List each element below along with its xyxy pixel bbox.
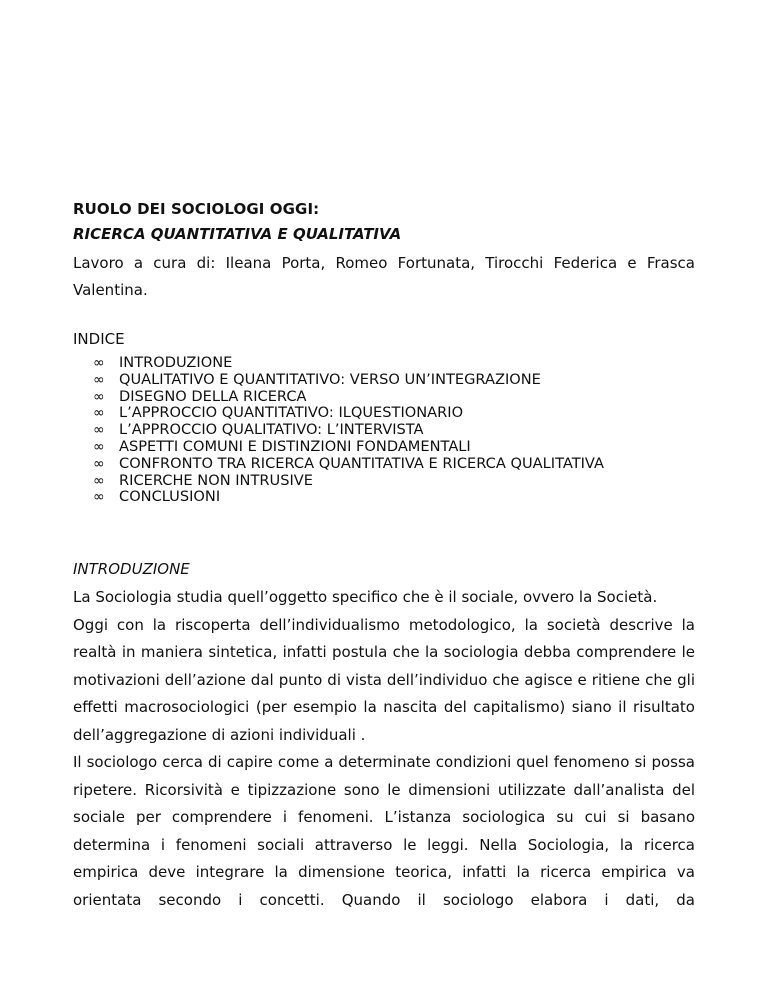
index-item-label: QUALITATIVO E QUANTITATIVO: VERSO UN’INTEGRAZIONE <box>119 370 541 388</box>
index-item-label: CONCLUSIONI <box>119 488 221 506</box>
index-item-label: INTRODUZIONE <box>119 354 233 371</box>
body-paragraph: Il sociologo cerca di capire come a determinate condizioni quel fenomeno si possa ripetere. Ricorsività e tipizzazione sono le dimensioni utilizzate dall’analista del sociale per comprendere i fenomeni. L’istanza sociologica su cui si basano determina i fenomeni sociali attraverso le leggi. Nella Sociologia, la ricerca empirica deve integrare la dimensione teorica, infatti la ricerca empirica va orientata secondo i concetti. Quando il sociologo elabora i dati, da <box>73 753 695 909</box>
body-paragraph: La Sociologia studia quell’oggetto specifico che è il sociale, ovvero la Società. <box>73 588 658 606</box>
infinity-bullet-icon: ∞ <box>93 455 105 472</box>
document-subtitle: RICERCA QUANTITATIVA E QUALITATIVA <box>73 225 402 243</box>
index-item <box>93 456 604 473</box>
index-item <box>93 389 604 406</box>
authors-line: Lavoro a cura di: Ileana Porta, Romeo Fortunata, Tirocchi Federica e Frasca Valentina. <box>73 254 695 299</box>
infinity-bullet-icon: ∞ <box>93 388 105 405</box>
infinity-bullet-icon: ∞ <box>93 438 105 455</box>
document-title: RUOLO DEI SOCIOLOGI OGGI: <box>73 200 320 218</box>
index-item <box>93 422 604 439</box>
index-item <box>93 372 604 389</box>
index-item <box>93 489 604 506</box>
infinity-bullet-icon: ∞ <box>93 472 105 489</box>
index-item-label: CONFRONTO TRA RICERCA QUANTITATIVA E RICERCA QUALITATIVA <box>119 454 604 472</box>
index-list <box>93 355 604 506</box>
infinity-bullet-icon: ∞ <box>93 422 105 439</box>
index-heading: INDICE <box>73 330 125 348</box>
introduction-body <box>73 584 695 914</box>
index-item <box>93 405 604 422</box>
introduction-heading: INTRODUZIONE <box>73 560 190 578</box>
index-item-label: RICERCHE NON INTRUSIVE <box>119 471 313 489</box>
body-paragraph: Oggi con la riscoperta dell’individualismo metodologico, la società descrive la realtà in maniera sintetica, infatti postula che la sociologia debba comprendere le motivazioni dell’azione dal punto di vista dell’individuo che agisce e ritiene che gli effetti macrosociologici (per esempio la nascita del capitalismo) siano il risultato dell’aggregazione di azioni individuali . <box>73 615 695 744</box>
index-item <box>93 355 604 372</box>
infinity-bullet-icon: ∞ <box>93 489 105 506</box>
index-item-label: L’APPROCCIO QUALITATIVO: L’INTERVISTA <box>119 421 424 439</box>
index-item <box>93 439 604 456</box>
index-item <box>93 473 604 490</box>
infinity-bullet-icon: ∞ <box>93 405 105 422</box>
infinity-bullet-icon: ∞ <box>93 371 105 388</box>
index-item-label: ASPETTI COMUNI E DISTINZIONI FONDAMENTALI <box>119 437 471 455</box>
infinity-bullet-icon: ∞ <box>93 355 105 371</box>
index-item-label: L’APPROCCIO QUANTITATIVO: ILQUESTIONARIO <box>119 404 464 422</box>
index-item-label: DISEGNO DELLA RICERCA <box>119 387 307 405</box>
